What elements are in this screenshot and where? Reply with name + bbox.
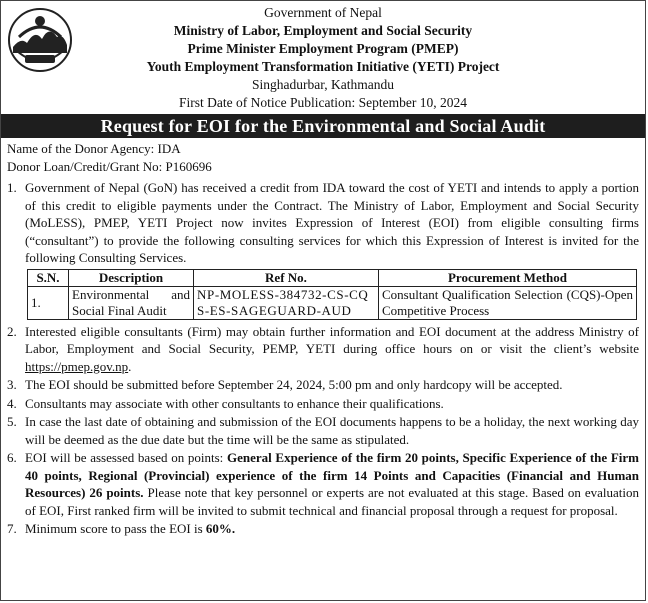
- clause-end: .: [128, 358, 132, 374]
- clause-text: Please note that key personnel or experts are not evaluated at this stage. Based on evaluation of EOI, First ranked firm will be invited to submit technical and financial proposal through a request for proposal.: [25, 485, 639, 518]
- clause-end: .: [231, 521, 236, 536]
- clause-number: 5.: [7, 414, 17, 429]
- clause-7: [7, 520, 639, 538]
- project-name: Youth Employment Transformation Initiative (YETI) Project: [146, 59, 500, 74]
- location: Singhadurbar, Kathmandu: [252, 77, 394, 92]
- clause-text: Minimum score to pass the EOI is: [25, 521, 206, 536]
- column-header: S.N.: [28, 269, 69, 286]
- cell-procurement-method: Consultant Qualification Selection (CQS)-Open Competitive Process: [379, 286, 637, 319]
- clause-1: [7, 179, 639, 267]
- table-row: [28, 286, 637, 319]
- donor-agency: Name of the Donor Agency: IDA: [7, 141, 181, 156]
- clause-5: [7, 413, 639, 448]
- cell-sn: 1.: [28, 286, 69, 319]
- column-header: Ref No.: [194, 269, 379, 286]
- cell-ref-no: NP-MOLESS-384732-CS-CQS-ES-SAGEGUARD-AUD: [194, 286, 379, 319]
- donor-grant-number: Donor Loan/Credit/Grant No: P160696: [7, 159, 212, 174]
- ministry-name: Ministry of Labor, Employment and Social Security: [173, 23, 473, 38]
- clause-text: The EOI should be submitted before September 24, 2024, 5:00 pm and only hardcopy will be accepted.: [25, 377, 563, 392]
- clause-intro: EOI will be assessed based on points:: [25, 450, 227, 465]
- notice-date: First Date of Notice Publication: September 10, 2024: [179, 95, 467, 110]
- government-name: Government of Nepal: [264, 5, 382, 20]
- program-name: Prime Minister Employment Program (PMEP): [187, 41, 459, 56]
- clause-text: Interested eligible consultants (Firm) may obtain further information and EOI document at the address Ministry of Labor, Employment and Social Security, PEMP, YETI during office hours on or visit the client’s website: [25, 323, 639, 356]
- clause-number: 3.: [7, 377, 17, 392]
- clause-number: 6.: [7, 450, 17, 465]
- clause-3: [7, 376, 639, 394]
- column-header: Procurement Method: [379, 269, 637, 286]
- nepal-emblem-icon: [7, 7, 73, 73]
- clause-text: In case the last date of obtaining and submission of the EOI documents happens to be a holiday, the next working day will be deemed as the due date but the time will be the same as stipulated.: [25, 414, 639, 447]
- clause-4: [7, 395, 639, 413]
- donor-info: [1, 138, 645, 176]
- minimum-score: 60%: [205, 521, 232, 536]
- table-header-row: [28, 269, 637, 286]
- clause-list: [1, 176, 645, 538]
- clause-text: Consultants may associate with other consultants to enhance their qualifications.: [25, 395, 444, 411]
- clause-number: 7.: [7, 521, 17, 536]
- clause-number: 1.: [7, 180, 17, 195]
- clause-text: Government of Nepal (GoN) has received a credit from IDA toward the cost of YETI and intends to apply a portion of this credit to eligible payments under the Contract. The Ministry of Labor, Employment and Social Security (MoLESS), PMEP, YETI Project now invites Expression of Interest (EOI) from eligible consulting firms (“consultant”) to provide the following consulting services for which this Expression of Interest is invited for the following Consulting Services.: [25, 180, 639, 265]
- clause-2: [7, 323, 639, 376]
- cell-description: Environmental and Social Final Audit: [69, 286, 194, 319]
- services-table: [27, 269, 637, 320]
- column-header: Description: [69, 269, 194, 286]
- notice-title: Request for EOI for the Environmental and Social Audit: [1, 114, 645, 138]
- website-link[interactable]: https://pmep.gov.np: [25, 358, 129, 374]
- notice-header: [1, 1, 645, 112]
- clause-number: 4.: [7, 395, 17, 411]
- scoring-criteria: General Experience of the firm 20 points, Specific Experience of the Firm 40 points, Regional (Provincial) experience of the firm 14 Points and Capacities (Financial and Human Resources) 26 points.: [25, 450, 639, 500]
- clause-number: 2.: [7, 323, 17, 339]
- clause-6: [7, 449, 639, 519]
